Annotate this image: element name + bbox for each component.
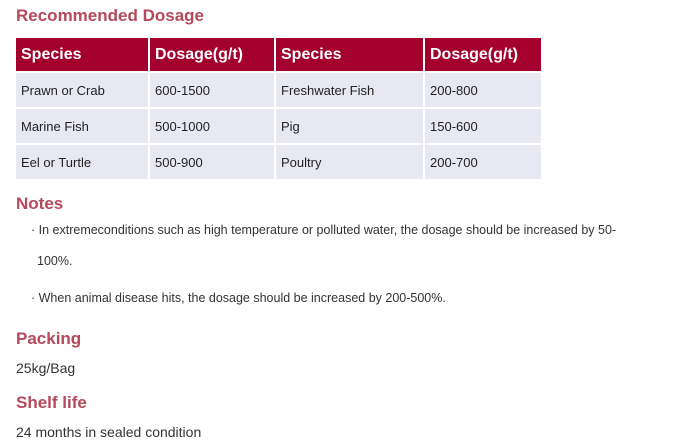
shelf-life-text: 24 months in sealed condition bbox=[16, 424, 202, 440]
table-cell: 200-800 bbox=[425, 71, 541, 107]
header-species-1: Species bbox=[16, 38, 150, 71]
table-cell: 150-600 bbox=[425, 107, 541, 143]
note-1-line-1: · In extremeconditions such as high temperature or polluted water, the dosage should be increased by 50- bbox=[31, 223, 617, 237]
table-cell: Marine Fish bbox=[16, 107, 150, 143]
shelf-life-heading: Shelf life bbox=[16, 393, 87, 412]
table-cell: Pig bbox=[276, 107, 425, 143]
header-dosage-2: Dosage(g/t) bbox=[425, 38, 541, 71]
table-cell: Poultry bbox=[276, 143, 425, 179]
table-cell: Freshwater Fish bbox=[276, 71, 425, 107]
note-2: · When animal disease hits, the dosage should be increased by 200-500%. bbox=[31, 291, 446, 305]
recommended-dosage-heading: Recommended Dosage bbox=[16, 6, 204, 25]
header-species-2: Species bbox=[276, 38, 425, 71]
table-cell: Prawn or Crab bbox=[16, 71, 150, 107]
table-row bbox=[16, 143, 541, 179]
table-cell: 600-1500 bbox=[150, 71, 276, 107]
table-cell: 500-900 bbox=[150, 143, 276, 179]
table-row bbox=[16, 107, 541, 143]
dosage-table bbox=[16, 38, 541, 179]
notes-heading: Notes bbox=[16, 194, 64, 213]
table-cell: 200-700 bbox=[425, 143, 541, 179]
packing-text: 25kg/Bag bbox=[16, 360, 76, 376]
packing-heading: Packing bbox=[16, 329, 82, 348]
table-cell: 500-1000 bbox=[150, 107, 276, 143]
header-dosage-1: Dosage(g/t) bbox=[150, 38, 276, 71]
table-row bbox=[16, 71, 541, 107]
table-cell: Eel or Turtle bbox=[16, 143, 150, 179]
note-1-line-2: 100%. bbox=[37, 254, 73, 268]
table-header-row bbox=[16, 38, 541, 71]
